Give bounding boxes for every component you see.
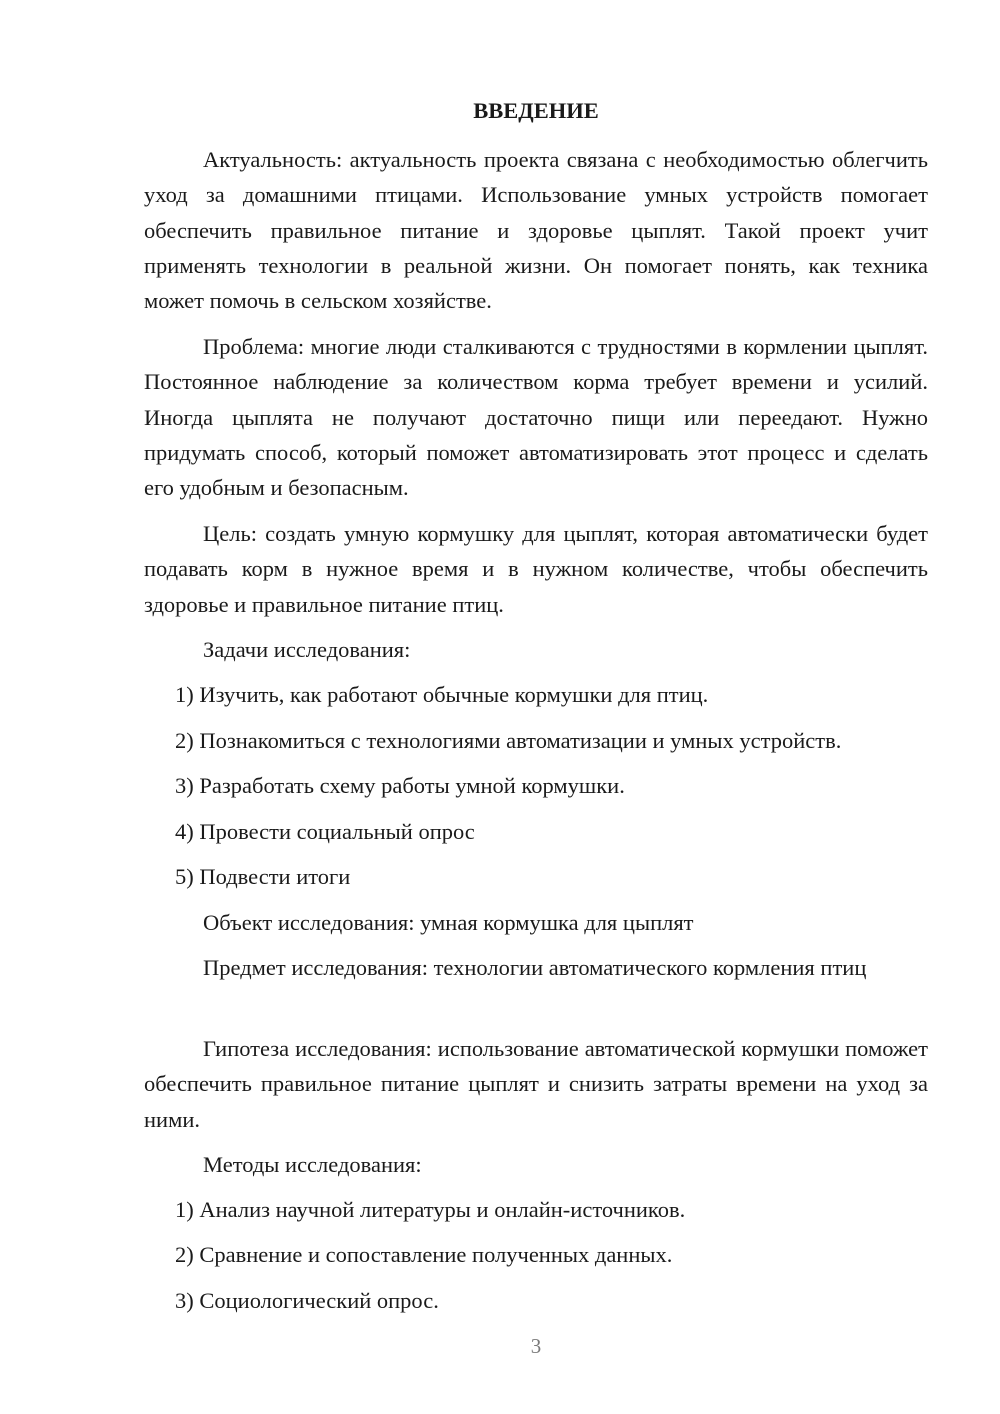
tasks-heading: Задачи исследования: xyxy=(203,637,411,662)
relevance-paragraph: Актуальность: актуальность проекта связана с необходимостью облегчить уход за домашними птицами. Использование умных устройств помогает обеспечить правильное питание и здоровье цыплят. Такой проект учит применять технологии в реальной жизни. Он помогает понять, как техника может помочь в сельском хозяйстве. xyxy=(144,147,928,314)
task-item: 5) Подвести итоги xyxy=(175,864,351,889)
task-item: 3) Разработать схему работы умной кормушки. xyxy=(175,773,625,798)
task-item: 2) Познакомиться с технологиями автоматизации и умных устройств. xyxy=(175,728,842,753)
subject-paragraph: Предмет исследования: технологии автоматического кормления птиц xyxy=(203,955,867,980)
object-paragraph: Объект исследования: умная кормушка для цыплят xyxy=(203,910,694,935)
method-item: 3) Социологический опрос. xyxy=(175,1288,439,1313)
goal-paragraph: Цель: создать умную кормушку для цыплят, которая автоматически будет подавать корм в нужное время и в нужном количестве, чтобы обеспечить здоровье и правильное питание птиц. xyxy=(144,521,928,617)
task-item: 1) Изучить, как работают обычные кормушки для птиц. xyxy=(175,682,709,707)
page-number: 3 xyxy=(530,1334,542,1358)
task-item: 4) Провести социальный опрос xyxy=(175,819,475,844)
methods-heading: Методы исследования: xyxy=(203,1152,422,1177)
hypothesis-paragraph: Гипотеза исследования: использование автоматической кормушки поможет обеспечить правильное питание цыплят и снизить затраты времени на уход за ними. xyxy=(144,1036,928,1132)
section-title: ВВЕДЕНИЕ xyxy=(473,98,599,123)
method-item: 2) Сравнение и сопоставление полученных данных. xyxy=(175,1242,673,1267)
method-item: 1) Анализ научной литературы и онлайн-источников. xyxy=(175,1197,686,1222)
problem-paragraph: Проблема: многие люди сталкиваются с трудностями в кормлении цыплят. Постоянное наблюдение за количеством корма требует времени и усилий. Иногда цыплята не получают достаточно пищи или переедают. Нужно придумать способ, который поможет автоматизировать этот процесс и сделать его удобным и безопасным. xyxy=(144,334,928,501)
